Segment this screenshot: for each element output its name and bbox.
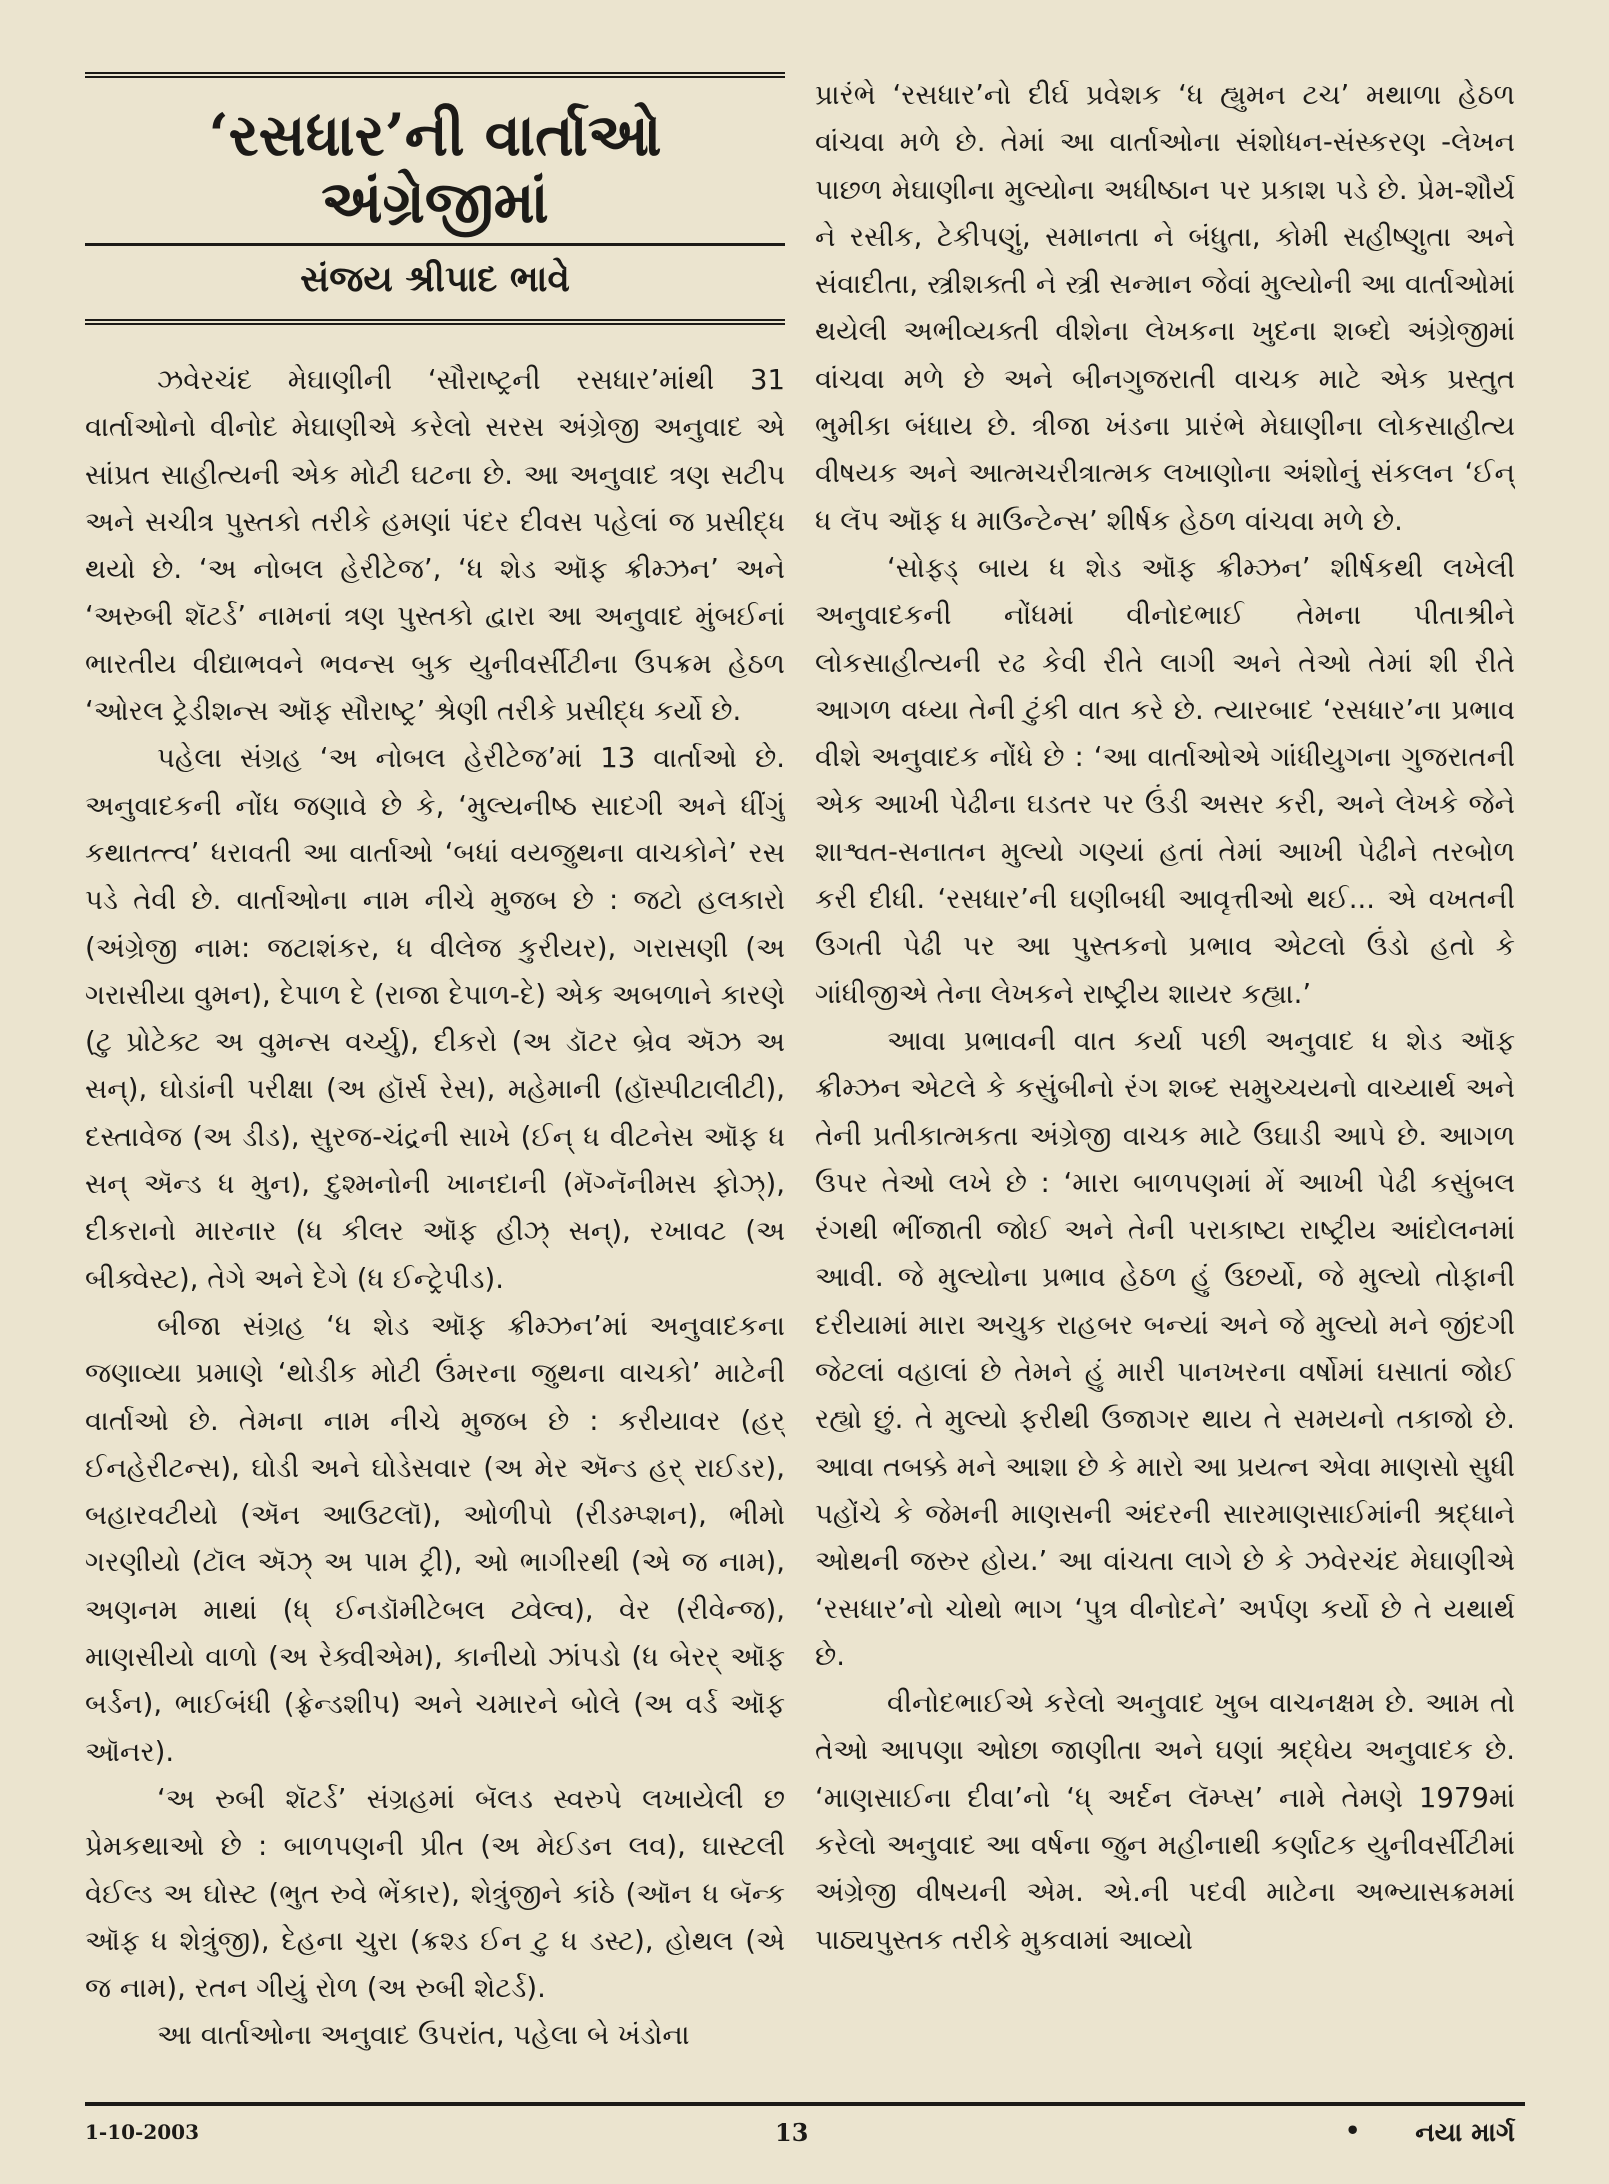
paragraph: આ વાર્તાઓના અનુવાદ ઉપરાંત, પહેલા બે ખંડોના xyxy=(157,2019,690,2052)
title-divider xyxy=(85,243,785,246)
dot-ornament-icon: • xyxy=(1345,2116,1361,2145)
header-bottom-rule xyxy=(85,319,785,325)
paragraph: બીજા સંગ્રહ ‘ધ શેડ ઑફ ક્રીમ્ઝન’માં અનુવાદકના જણાવ્યા પ્રમાણે ‘થોડીક મોટી ઉંમરના જુથના વાચકો’ માટેની વાર્તાઓ છે. તેમના નામ નીચે મુજબ છે : કરીયાવર (હર્ ઈનહેરીટન્સ), ઘોડી અને ઘોડેસવાર (અ મેર ઍન્ડ હર્ રાઈડર), બહારવટીયો (ઍન આઉટલૉ), ઓળીપો (રીડમ્પ્શન), ભીમો ગરણીયો (ટૉલ ઍઝ્ અ પામ ટ્રી), ઓ ભાગીરથી (એ જ નામ), અણનમ માથાં (ધ્ ઈનડૉમીટેબલ ટ્વેલ્વ), વેર (રીવેન્જ), માણસીયો વાળો (અ રેક્વીએમ), કાનીયો ઝાંપડો (ધ બેરર્ ઑફ બર્ડન), ભાઈબંધી (ફ્રેન્ડશીપ) અને ચમારને બોલે (અ વર્ડ ઑફ ઑનર). xyxy=(85,1309,785,1768)
article-header xyxy=(85,72,785,337)
article-author: સંજય શ્રીપાદ ભાવે xyxy=(300,258,570,301)
page-number: 13 xyxy=(775,2118,809,2147)
paragraph: વીનોદભાઈએ કરેલો અનુવાદ ખુબ વાચનક્ષમ છે. આમ તો તેઓ આપણા ઓછા જાણીતા અને ઘણાં શ્રદ્ધેય અનુવાદક છે. ‘માણસાઈના દીવા’નો ‘ધ્ અર્દન લૅમ્પ્સ’ નામે તેમણે 1979માં કરેલો અનુવાદ આ વર્ષના જુન મહીનાથી કર્ણાટક યુનીવર્સીટીમાં અંગ્રેજી વીષયની એમ. એ.ની પદવી માટેના અભ્યાસક્રમમાં પાઠ્યપુસ્તક તરીકે મુકવામાં આવ્યો xyxy=(815,1687,1515,1956)
issue-date: 1-10-2003 xyxy=(85,2120,200,2144)
left-column xyxy=(85,72,785,2082)
right-column xyxy=(815,72,1515,2082)
paragraph: ‘સોફ્ડ્ બાય ધ શેડ ઑફ ક્રીમ્ઝન’ શીર્ષકથી લખેલી અનુવાદકની નોંધમાં વીનોદભાઈ તેમના પીતાશ્રીને લોકસાહીત્યની રઢ કેવી રીતે લાગી અને તેઓ તેમાં શી રીતે આગળ વધ્યા તેની ટુંકી વાત કરે છે. ત્યારબાદ ‘રસધાર’ના પ્રભાવ વીશે અનુવાદક નોંધે છે : ‘આ વાર્તાઓએ ગાંધીયુગના ગુજરાતની એક આખી પેઢીના ઘડતર પર ઉંડી અસર કરી, અને લેખકે જેને શાશ્વત-સનાતન મુલ્યો ગણ્યાં હતાં તેમાં આખી પેઢીને તરબોળ કરી દીધી. ‘રસધાર’ની ઘણીબધી આવૃત્તીઓ થઈ... એ વખતની ઉગતી પેઢી પર આ પુસ્તકનો પ્રભાવ એટલો ઉંડો હતો કે ગાંધીજીએ તેના લેખકને રાષ્ટ્રીય શાયર કહ્યા.’ xyxy=(815,551,1515,1010)
article-title: ‘રસધાર’ની વાર્તાઓ અંગ્રેજીમાં xyxy=(208,101,662,236)
page-footer xyxy=(85,2102,1525,2156)
paragraph: ઝવેરચંદ મેઘાણીની ‘સૌરાષ્ટ્રની રસધાર’માંથી 31 વાર્તાઓનો વીનોદ મેઘાણીએ કરેલો સરસ અંગ્રેજી અનુવાદ એ સાંપ્રત સાહીત્યની એક મોટી ઘટના છે. આ અનુવાદ ત્રણ સટીપ અને સચીત્ર પુસ્તકો તરીકે હમણાં પંદર દીવસ પહેલાં જ પ્રસીદ્ધ થયો છે. ‘અ નોબલ હેરીટેજ’, ‘ધ શેડ ઑફ ક્રીમ્ઝન’ અને ‘અરુબી શૅટર્ડ’ નામનાં ત્રણ પુસ્તકો દ્વારા આ અનુવાદ મુંબઈનાં ભારતીય વીદ્યાભવને ભવન્સ બુક યુનીવર્સીટીના ઉપક્રમ હેઠળ ‘ઓરલ ટ્રેડીશન્સ ઑફ સૌરાષ્ટ્ર’ શ્રેણી તરીકે પ્રસીદ્ધ કર્યો છે. xyxy=(85,364,785,728)
paragraph: પહેલા સંગ્રહ ‘અ નોબલ હેરીટેજ’માં 13 વાર્તાઓ છે. અનુવાદકની નોંધ જણાવે છે કે, ‘મુલ્યનીષ્ઠ સાદગી અને ધીંગું કથાતત્ત્વ’ ધરાવતી આ વાર્તાઓ ‘બધાં વયજુથના વાચકોને’ રસ પડે તેવી છે. વાર્તાઓના નામ નીચે મુજબ છે : જટો હલકારો (અંગ્રેજી નામ: જટાશંકર, ધ વીલેજ કુરીયર), ગરાસણી (અ ગરાસીયા વુમન), દેપાળ દે (રાજા દેપાળ-દે) એક અબળાને કારણે (ટુ પ્રોટેક્ટ અ વુમન્સ વર્ચ્યુ), દીકરો (અ ડૉટર બ્રેવ ઍઝ અ સન્), ઘોડાંની પરીક્ષા (અ હૉર્સ રેસ), મહેમાની (હૉસ્પીટાલીટી), દસ્તાવેજ (અ ડીડ), સુરજ-ચંદ્રની સાખે (ઈન્ ધ વીટનેસ ઑફ ધ સન્ ઍન્ડ ધ મુન), દુશ્મનોની ખાનદાની (મૅગ્નૅનીમસ ફોઝ્), દીકરાનો મારનાર (ધ કીલર ઑફ હીઝ્ સન્), રખાવટ (અ બીક્વેસ્ટ), તેગે અને દેગે (ધ ઈન્ટ્રેપીડ). xyxy=(85,742,785,1295)
magazine-name: નયા માર્ગ xyxy=(1415,2118,1515,2148)
paragraph: ‘અ રુબી શૅટર્ડ’ સંગ્રહમાં બૅલડ સ્વરુપે લખાયેલી છ પ્રેમકથાઓ છે : બાળપણની પ્રીત (અ મેઈડન લવ), ઘાસ્ટલી વેઈલ્ડ અ ઘોસ્ટ (ભુત રુવે ભેંકાર), શેત્રુંજીને કાંઠે (ઑન ધ બૅન્ક ઑફ ધ શેત્રુંજી), દેહના ચુરા (ક્રશ્ડ ઈન ટુ ધ ડસ્ટ), હોથલ (એ જ નામ), રતન ગીયું રોળ (અ રુબી શેટર્ડ). xyxy=(85,1782,785,2005)
paragraph: આવા પ્રભાવની વાત કર્યા પછી અનુવાદ ધ શેડ ઑફ ક્રીમ્ઝન એટલે કે કસુંબીનો રંગ શબ્દ સમુચ્ચયનો વાચ્યાર્થ અને તેની પ્રતીકાત્મકતા અંગ્રેજી વાચક માટે ઉઘાડી આપે છે. આગળ ઉપર તેઓ લખે છે : ‘મારા બાળપણમાં મેં આખી પેઢી કસુંબલ રંગથી ભીંજાતી જોઈ અને તેની પરાકાષ્ટા રાષ્ટ્રીય આંદોલનમાં આવી. જે મુલ્યોના પ્રભાવ હેઠળ હું ઉછર્યો, જે મુલ્યો તોફાની દરીયામાં મારા અચુક રાહબર બન્યાં અને જે મુલ્યો મને જીંદગી જેટલાં વહાલાં છે તેમને હું મારી પાનખરના વર્ષોમાં ઘસાતાં જોઈ રહ્યો છું. તે મુલ્યો ફરીથી ઉજાગર થાય તે સમયનો તકાજો છે. આવા તબક્કે મને આશા છે કે મારો આ પ્રયત્ન એવા માણસો સુધી પહોંચે કે જેમની માણસની અંદરની સારમાણસાઈમાંની શ્રદ્ધાને ઓથની જરુર હોય.’ આ વાંચતા લાગે છે કે ઝવેરચંદ મેઘાણીએ ‘રસધાર’નો ચોથો ભાગ ‘પુત્ર વીનોદને’ અર્પણ કર્યો છે તે યથાર્થ છે. xyxy=(815,1024,1515,1672)
top-rule xyxy=(85,72,785,78)
paragraph: પ્રારંભે ‘રસધાર’નો દીર્ઘ પ્રવેશક ‘ધ હ્યુમન ટચ’ મથાળા હેઠળ વાંચવા મળે છે. તેમાં આ વાર્તાઓના સંશોધન-સંસ્કરણ -લેખન પાછળ મેઘાણીના મુલ્યોના અધીષ્ઠાન પર પ્રકાશ પડે છે. પ્રેમ-શૌર્ય ને રસીક, ટેકીપણું, સમાનતા ને બંધુતા, કોમી સહીષ્ણુતા અને સંવાદીતા, સ્ત્રીશક્તી ને સ્ત્રી સન્માન જેવાં મુલ્યોની આ વાર્તાઓમાં થયેલી અભીવ્યક્તી વીશેના લેખકના ખુદના શબ્દો અંગ્રેજીમાં વાંચવા મળે છે અને બીનગુજરાતી વાચક માટે એક પ્રસ્તુત ભુમીકા બંધાય છે. ત્રીજા ખંડના પ્રારંભે મેઘાણીના લોકસાહીત્ય વીષયક અને આત્મચરીત્રાત્મક લખાણોના અંશોનું સંકલન ‘ઈન્ ધ લૅપ ઑફ ધ માઉન્ટેન્સ’ શીર્ષક હેઠળ વાંચવા મળે છે. xyxy=(815,79,1515,537)
